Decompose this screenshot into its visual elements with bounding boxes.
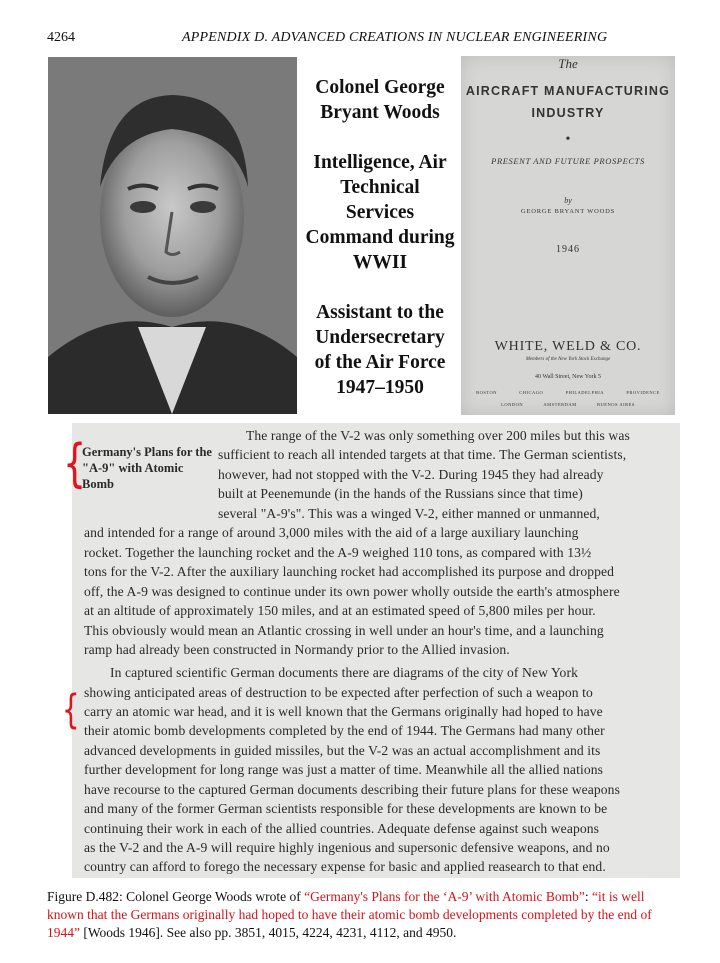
excerpt-line: sufficient to reach all intended targets at that time. The German scientists, [218,447,627,462]
caption-prefix: Figure D.482: Colonel George Woods wrote of [47,889,305,904]
excerpt-line: their atomic bomb developments completed by the end of 1944. The Germans had many other [84,723,605,738]
cover-city: LONDON [501,402,524,407]
cover-members: Members of the New York Stock Exchange [525,357,611,362]
excerpt-line: have recourse to the captured German documents describing their future plans for these weapons [84,782,620,797]
caption-quote-excerpt: “it is well known that the Germans originally had hoped to have their atomic bomb developments completed by the end of 1944” [47,889,652,940]
excerpt-line: country can afford to forego the necessary expense for basic and applied reasearch to that end. [84,859,606,874]
caption-suffix: [Woods 1946]. See also pp. 3851, 4015, 4224, 4231, 4112, and 4950. [80,925,457,940]
caption-colon: : [584,889,589,904]
page-number: 4264 [47,30,75,45]
bio-name: Colonel George Bryant Woods [315,77,445,123]
excerpt-sidebar-heading: Germany's Plans for the "A-9" with Atomic Bomb [82,445,212,491]
excerpt-line: however, had not stopped with the V-2. During 1945 they had already [218,467,604,482]
excerpt-line: and many of the former German scientists responsible for these developments are known to be [84,801,608,816]
cover-dot: • [565,132,571,147]
cover-title-line1: AIRCRAFT MANUFACTURING [465,84,671,98]
excerpt-line: off, the A-9 was designed to continue under its own power wholly outside the earth's atmosphere [84,584,620,599]
cover-subtitle: PRESENT AND FUTURE PROSPECTS [491,156,645,166]
cover-the: The [558,56,578,71]
cover-address: 40 Wall Street, New York 5 [535,374,601,380]
cover-city: BOSTON [476,390,498,395]
excerpt-line: and intended for a range of around 3,000 miles with the aid of a large auxiliary launching [84,525,579,540]
cover-author: GEORGE BRYANT WOODS [520,208,616,215]
cover-year: 1946 [556,244,580,255]
highlight-bracket-quote: { [61,687,80,733]
portrait-drawing [48,57,297,414]
bio-position: Assistant to the Undersecretary of the Air Force 1947–1950 [314,302,446,398]
caption-quote-heading: “Germany's Plans for the ‘A-9’ with Atomic Bomb” [304,889,585,904]
excerpt-line: ramp had already been constructed in Normandy prior to the Allied invasion. [84,642,510,657]
bio-role: Intelligence, Air Technical Services Command during WWII [305,152,455,273]
running-title: APPENDIX D. ADVANCED CREATIONS IN NUCLEAR ENGINEERING [182,30,608,45]
cover-cities-row2 [461,402,675,407]
figure-caption [47,888,677,942]
cover-title-line2: INDUSTRY [531,106,605,120]
cover-city: PHILADELPHIA [565,390,605,395]
highlight-bracket-heading: { [62,434,87,494]
excerpt-line: This obviously would mean an Atlantic crossing in well under an hour's time, and a launching [84,623,604,638]
excerpt-line: carry an atomic war head, and it is well known that the Germans originally had hoped to have [84,704,603,719]
cover-cities-row1 [461,390,675,395]
cover-city: AMSTERDAM [543,402,577,407]
portrait-photo [48,57,297,414]
excerpt-line: In captured scientific German documents there are diagrams of the city of New York [110,665,578,680]
excerpt-line: The range of the V-2 was only something over 200 miles but this was [246,428,630,443]
bio-column [305,75,455,425]
excerpt-line: built at Peenemunde (in the hands of the Russians since that time) [218,486,583,501]
book-cover [461,56,675,415]
cover-city: CHICAGO [519,390,544,395]
cover-by: by [564,196,572,205]
excerpt-line: several "A-9's". This was a winged V-2, either manned or unmanned, [218,506,600,521]
excerpt-line: showing anticipated areas of destruction to be expected after perfection of such a weapon to [84,685,593,700]
excerpt-line: rocket. Together the launching rocket and the A-9 weighed 110 tons, as compared with 13½ [84,545,592,560]
excerpt-line: tons for the V-2. After the auxiliary launching rocket had accomplished its purpose and dropped [84,564,615,579]
cover-city: BUENOS AIRES [596,402,635,407]
excerpt-line: continuing their work in each of the allied countries. Adequate defense against such weapons [84,821,600,836]
cover-title [461,80,675,124]
excerpt-line: as the V-2 and the A-9 will require highly ingenious and supersonic defensive weapons, and no [84,840,610,855]
cover-publisher: WHITE, WELD & CO. [494,339,642,354]
excerpt-line: at an altitude of approximately 150 miles, and at an estimated speed of 5,800 miles per hour. [84,603,596,618]
excerpt-line: further development for long range was just a matter of time. Meanwhile all the allied nations [84,762,604,777]
excerpt-line: advanced developments in guided missiles, but the V-2 was an actual accomplishment and its [84,743,601,758]
cover-city: PROVIDENCE [626,390,660,395]
